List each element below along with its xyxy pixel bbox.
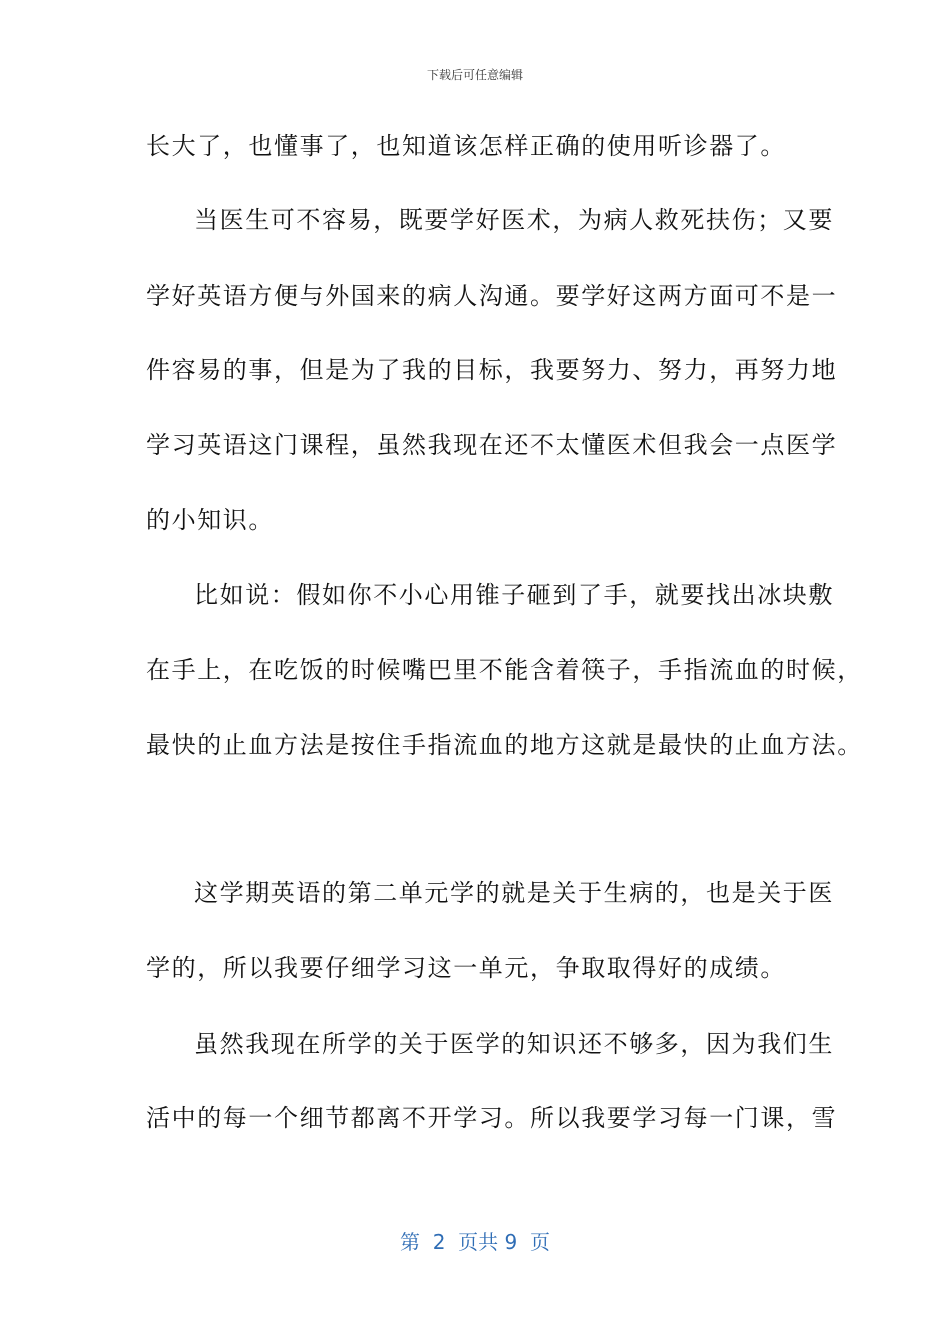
body-line-6: 的小知识。 xyxy=(146,506,274,534)
page-header: 下载后可任意编辑 xyxy=(426,68,523,82)
body-line-2: 当医生可不容易，既要学好医术，为病人救死扶伤；又要 xyxy=(194,206,834,234)
body-line-4: 件容易的事，但是为了我的目标，我要努力、努力，再努力地 xyxy=(146,356,838,384)
body-line-8: 在手上，在吃饭的时候嘴巴里不能含着筷子，手指流血的时候， xyxy=(146,656,863,684)
body-line-1: 长大了，也懂事了，也知道该怎样正确的使用听诊器了。 xyxy=(146,132,786,160)
body-line-7: 比如说：假如你不小心用锥子砸到了手，就要找出冰块敷 xyxy=(194,581,834,609)
body-line-3: 学好英语方便与外国来的病人沟通。要学好这两方面可不是一 xyxy=(146,282,838,310)
body-line-5: 学习英语这门课程，虽然我现在还不太懂医术但我会一点医学 xyxy=(146,431,838,459)
page-number: 第 2 页共 9 页 xyxy=(400,1230,550,1254)
body-line-12: 虽然我现在所学的关于医学的知识还不够多，因为我们生 xyxy=(194,1030,834,1058)
body-line-13: 活中的每一个细节都离不开学习。所以我要学习每一门课，雪 xyxy=(146,1104,838,1132)
body-line-10: 这学期英语的第二单元学的就是关于生病的，也是关于医 xyxy=(194,879,834,907)
body-line-9: 最快的止血方法是按住手指流血的地方这就是最快的止血方法。 xyxy=(146,731,863,759)
body-line-11: 学的，所以我要仔细学习这一单元，争取取得好的成绩。 xyxy=(146,954,786,982)
